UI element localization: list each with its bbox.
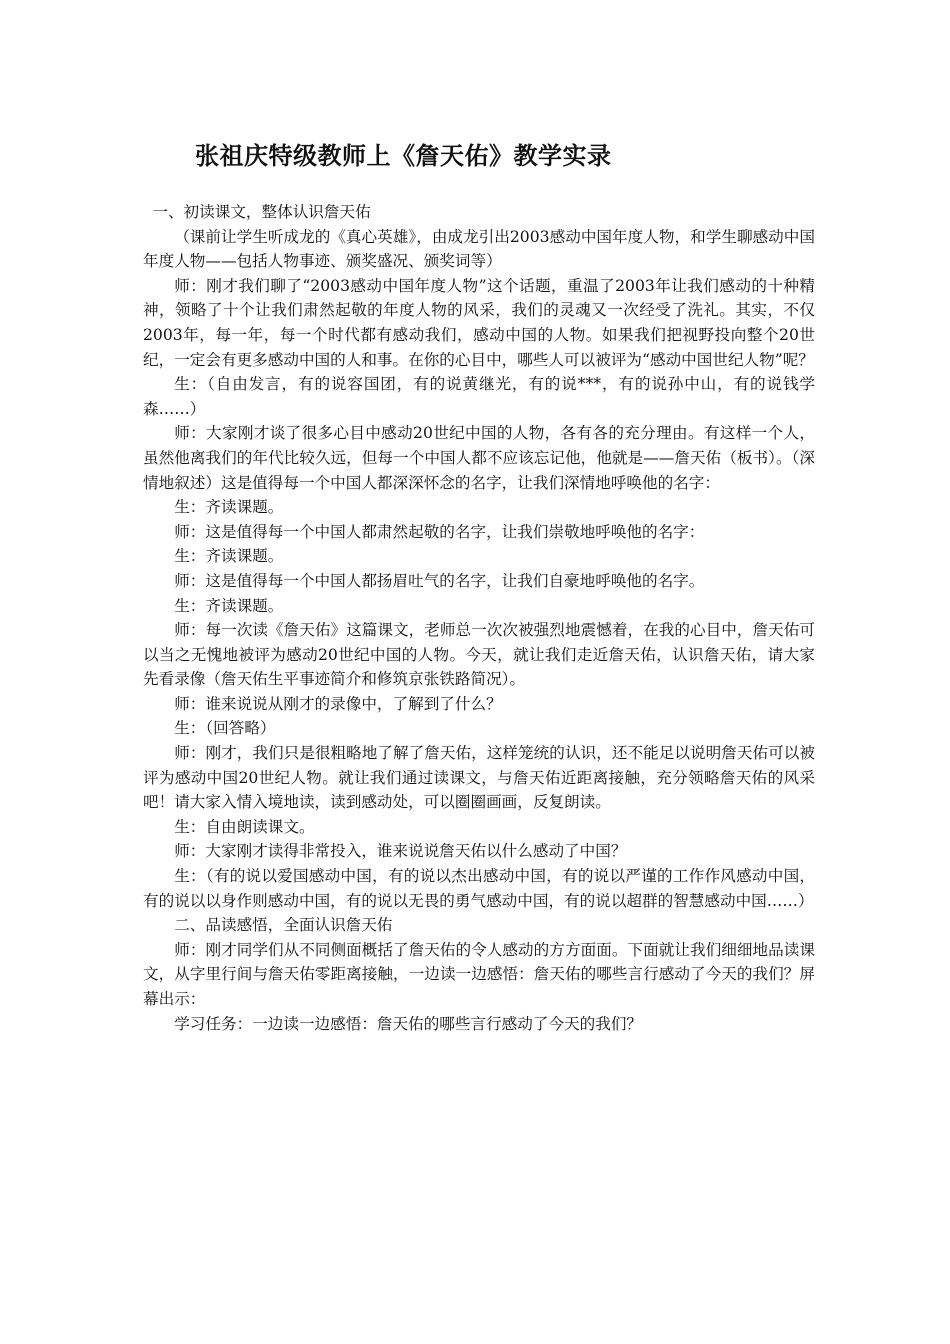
paragraph: 生：齐读课题。 [174, 547, 284, 566]
paragraph: 生：齐读课题。 [174, 596, 284, 615]
paragraph: 师：刚才同学们从不同侧面概括了詹天佑的令人感动的方方面面。下面就让我们细细地品读课文，从字里行间与詹天佑零距离接触，一边读一边感悟：詹天佑的哪些言行感动了今天的我们？屏幕出示： [143, 940, 815, 1008]
paragraph: 师：这是值得每一个中国人都扬眉吐气的名字，让我们自豪地呼唤他的名字。 [174, 571, 705, 590]
paragraph: 师：刚才，我们只是很粗略地了解了詹天佑，这样笼统的认识，还不能足以说明詹天佑可以被评为感动中国20世纪人物。就让我们通过读课文，与詹天佑近距离接触，充分领略詹天佑的风采吧！请大家入情入境地读，读到感动处，可以圈圈画画，反复朗读。 [143, 744, 815, 812]
paragraph: 师：大家刚才谈了很多心目中感动20世纪中国的人物，各有各的充分理由。有这样一个人，虽然他离我们的年代比较久远，但每一个中国人都不应该忘记他，他就是——詹天佑（板书）。（深情地叙述）这是值得每一个中国人都深深怀念的名字，让我们深情地呼唤他的名字： [143, 424, 815, 492]
paragraph: 师：刚才我们聊了“2003感动中国年度人物”这个话题，重温了2003年让我们感动的十种精神，领略了十个让我们肃然起敬的年度人物的风采，我们的灵魂又一次经受了洗礼。其实，不仅2003年，每一年，每一个时代都有感动我们，感动中国的人物。如果我们把视野投向整个20世纪，一定会有更多感动中国的人和事。在你的心目中，哪些人可以被评为“感动中国世纪人物”呢？ [143, 276, 815, 369]
section-heading-1: 一、初读课文，整体认识詹天佑 [152, 203, 371, 221]
paragraph: 生：（有的说以爱国感动中国，有的说以杰出感动中国，有的说以严谨的工作作风感动中国，有的说以以身作则感动中国，有的说以无畏的勇气感动中国，有的说以超群的智慧感动中国……） [143, 867, 815, 910]
section-heading-2: 二、品读感悟，全面认识詹天佑 [174, 916, 393, 935]
document-body [143, 200, 815, 1036]
paragraph: 师：这是值得每一个中国人都肃然起敬的名字，让我们崇敬地呼唤他的名字： [174, 522, 705, 541]
paragraph: 生：齐读课题。 [174, 498, 284, 517]
paragraph: 生：自由朗读课文。 [174, 817, 315, 836]
document-title: 张祖庆特级教师上《詹天佑》教学实录 [195, 142, 612, 170]
paragraph: 生：（回答略） [174, 719, 276, 738]
paragraph: 师：每一次读《詹天佑》这篇课文，老师总一次次被强烈地震憾着，在我的心目中，詹天佑可以当之无愧地被评为感动20世纪中国的人物。今天，就让我们走近詹天佑，认识詹天佑，请大家先看录像（詹天佑生平事迹简介和修筑京张铁路简况）。 [143, 621, 815, 689]
paragraph: 师：大家刚才读得非常投入，谁来说说詹天佑以什么感动了中国？ [174, 842, 627, 861]
paragraph: 生：（自由发言，有的说容国团，有的说黄继光，有的说***，有的说孙中山，有的说钱学森……） [143, 375, 815, 418]
paragraph: 师：谁来说说从刚才的录像中，了解到了什么？ [174, 694, 502, 713]
paragraph: 学习任务：一边读一边感悟：詹天佑的哪些言行感动了今天的我们？ [174, 1014, 643, 1033]
paragraph: （课前让学生听成龙的《真心英雄》，由成龙引出2003感动中国年度人物，和学生聊感动中国年度人物——包括人物事迹、颁奖盛况、颁奖词等） [143, 227, 815, 271]
